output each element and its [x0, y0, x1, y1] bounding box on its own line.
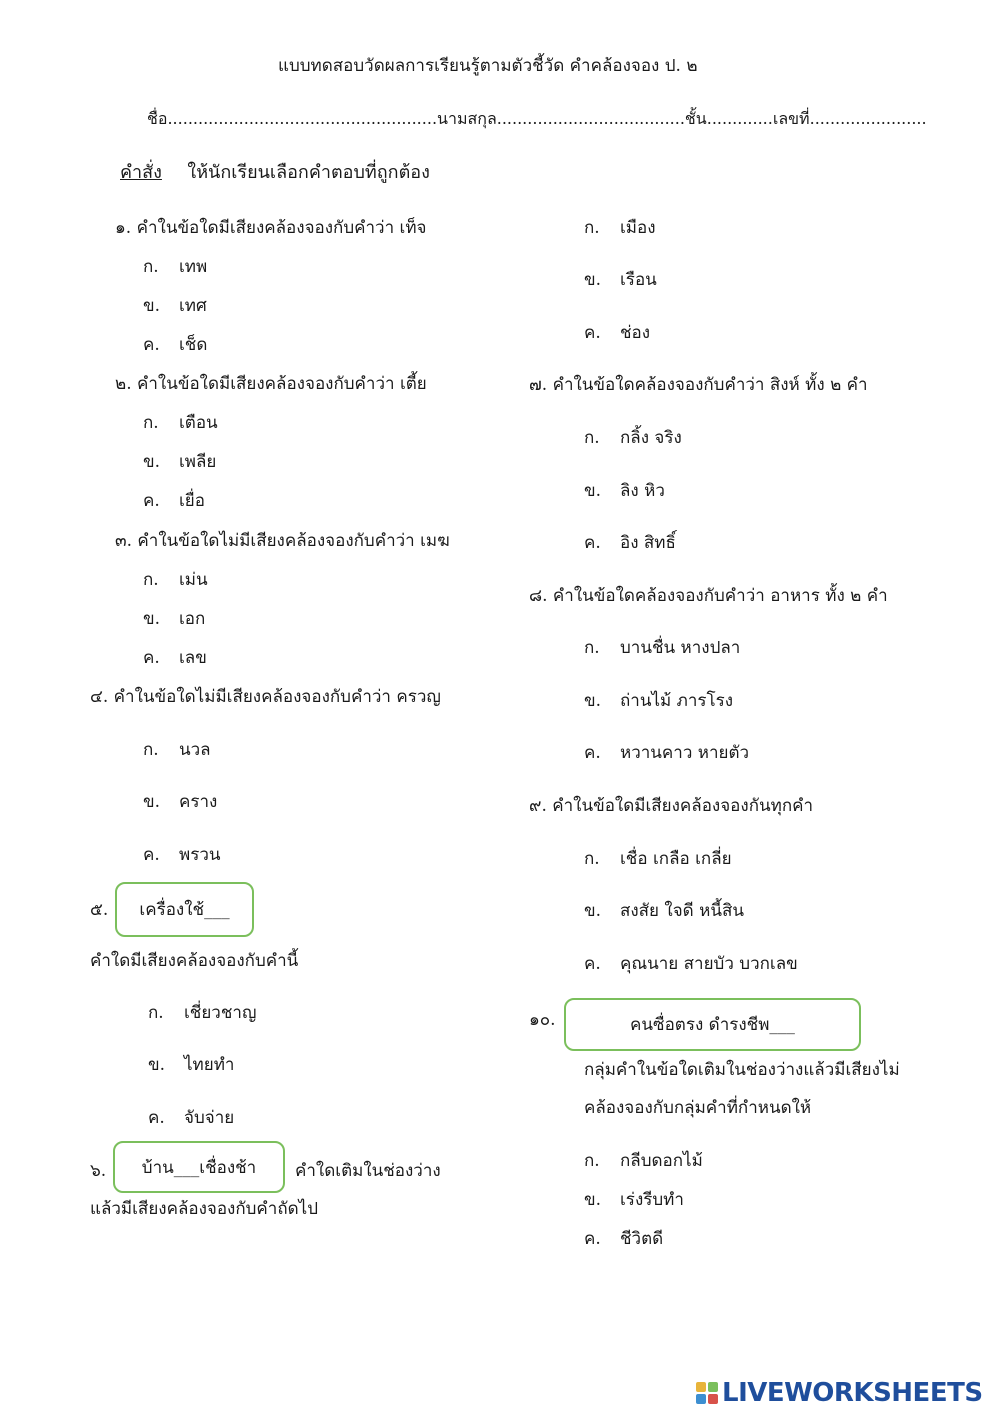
q3-option-c[interactable]: ค. เลข	[143, 648, 207, 668]
q8-option-a[interactable]: ก. บานชื่น หางปลา	[584, 638, 741, 658]
question-3: ๓. คำในข้อใดไม่มีเสียงคล้องจองกับคำว่า เมฆ	[115, 531, 450, 551]
q9-option-c[interactable]: ค. คุณนาย สายบัว บวกเลข	[584, 954, 798, 974]
question-5-number: ๕.	[90, 900, 109, 920]
question-10-text-b: คล้องจองกับกลุ่มคำที่กำหนดให้	[584, 1098, 812, 1118]
question-10-text-a: กลุ่มคำในข้อใดเติมในช่องว่างแล้วมีเสียงไม่	[584, 1060, 900, 1080]
q9-option-b[interactable]: ข. สงสัย ใจดี หนี้สิน	[584, 901, 744, 921]
q2-option-b[interactable]: ข. เพลีย	[143, 452, 217, 472]
q5-option-c[interactable]: ค. จับจ่าย	[148, 1108, 235, 1128]
q9-option-a[interactable]: ก. เชื่อ เกลือ เกลี่ย	[584, 849, 732, 869]
question-1: ๑. คำในข้อใดมีเสียงคล้องจองกับคำว่า เท็จ	[115, 218, 427, 238]
q3-option-b[interactable]: ข. เอก	[143, 609, 206, 629]
question-5-text: คำใดมีเสียงคล้องจองกับคำนี้	[90, 951, 299, 971]
q6-option-a[interactable]: ก. เมือง	[584, 218, 656, 238]
logo-mark-icon	[696, 1382, 718, 1404]
q10-phrase-box: คนซื่อตรง ดำรงชีพ___	[564, 998, 861, 1051]
instruction-label: คำสั่ง	[120, 162, 162, 183]
worksheet-title: แบบทดสอบวัดผลการเรียนรู้ตามตัวชี้วัด คำคล้องจอง ป. ๒	[278, 56, 698, 76]
q3-option-a[interactable]: ก. เม่น	[143, 570, 208, 590]
q7-option-c[interactable]: ค. อิง สิทธิ์	[584, 533, 676, 553]
q5-phrase-box: เครื่องใช้___	[115, 882, 254, 937]
question-10-number: ๑๐.	[529, 1010, 556, 1030]
q6-phrase-box: บ้าน___เชื่องช้า	[113, 1141, 285, 1193]
liveworksheets-logo	[696, 1378, 983, 1408]
question-9: ๙. คำในข้อใดมีเสียงคล้องจองกันทุกคำ	[529, 796, 814, 816]
student-info-line: ชื่อ.....................................................นามสกุล.....................................ชั้น.............เลขที่.......................	[147, 109, 927, 128]
q7-option-b[interactable]: ข. ลิง หิว	[584, 481, 665, 501]
q5-option-b[interactable]: ข. ไทยทำ	[148, 1055, 235, 1075]
q4-option-c[interactable]: ค. พรวน	[143, 845, 221, 865]
q5-option-a[interactable]: ก. เชี่ยวชาญ	[148, 1003, 257, 1023]
q2-option-c[interactable]: ค. เยื่อ	[143, 491, 205, 511]
q4-option-a[interactable]: ก. นวล	[143, 740, 211, 760]
q6-option-b[interactable]: ข. เรือน	[584, 270, 657, 290]
question-8: ๘. คำในข้อใดคล้องจองกับคำว่า อาหาร ทั้ง ๒ คำ	[529, 586, 888, 606]
question-4: ๔. คำในข้อใดไม่มีเสียงคล้องจองกับคำว่า ครวญ	[90, 687, 441, 707]
question-6-text-a: คำใดเติมในช่องว่าง	[295, 1161, 441, 1181]
q2-option-a[interactable]: ก. เตือน	[143, 413, 218, 433]
q4-option-b[interactable]: ข. คราง	[143, 792, 218, 812]
instruction-text: ให้นักเรียนเลือกคำตอบที่ถูกต้อง	[187, 162, 430, 183]
question-7: ๗. คำในข้อใดคล้องจองกับคำว่า สิงห์ ทั้ง ๒ คำ	[529, 375, 868, 395]
q6-option-c[interactable]: ค. ช่อง	[584, 323, 651, 343]
question-2: ๒. คำในข้อใดมีเสียงคล้องจองกับคำว่า เตี้ย	[115, 374, 427, 394]
q8-option-c[interactable]: ค. หวานคาว หายตัว	[584, 743, 750, 763]
instruction	[120, 164, 430, 182]
q10-option-b[interactable]: ข. เร่งรีบทำ	[584, 1190, 684, 1210]
q8-option-b[interactable]: ข. ถ่านไม้ ภารโรง	[584, 691, 734, 711]
q10-option-c[interactable]: ค. ชีวิตดี	[584, 1229, 664, 1249]
q7-option-a[interactable]: ก. กลิ้ง จริง	[584, 428, 682, 448]
q1-option-a[interactable]: ก. เทพ	[143, 257, 208, 277]
logo-text: LIVEWORKSHEETS	[722, 1378, 983, 1408]
q10-option-a[interactable]: ก. กลีบดอกไม้	[584, 1151, 703, 1171]
question-6-text-b: แล้วมีเสียงคล้องจองกับคำถัดไป	[90, 1199, 319, 1219]
question-6-number: ๖.	[90, 1161, 107, 1181]
q1-option-b[interactable]: ข. เทศ	[143, 296, 207, 316]
q1-option-c[interactable]: ค. เช็ด	[143, 335, 208, 355]
